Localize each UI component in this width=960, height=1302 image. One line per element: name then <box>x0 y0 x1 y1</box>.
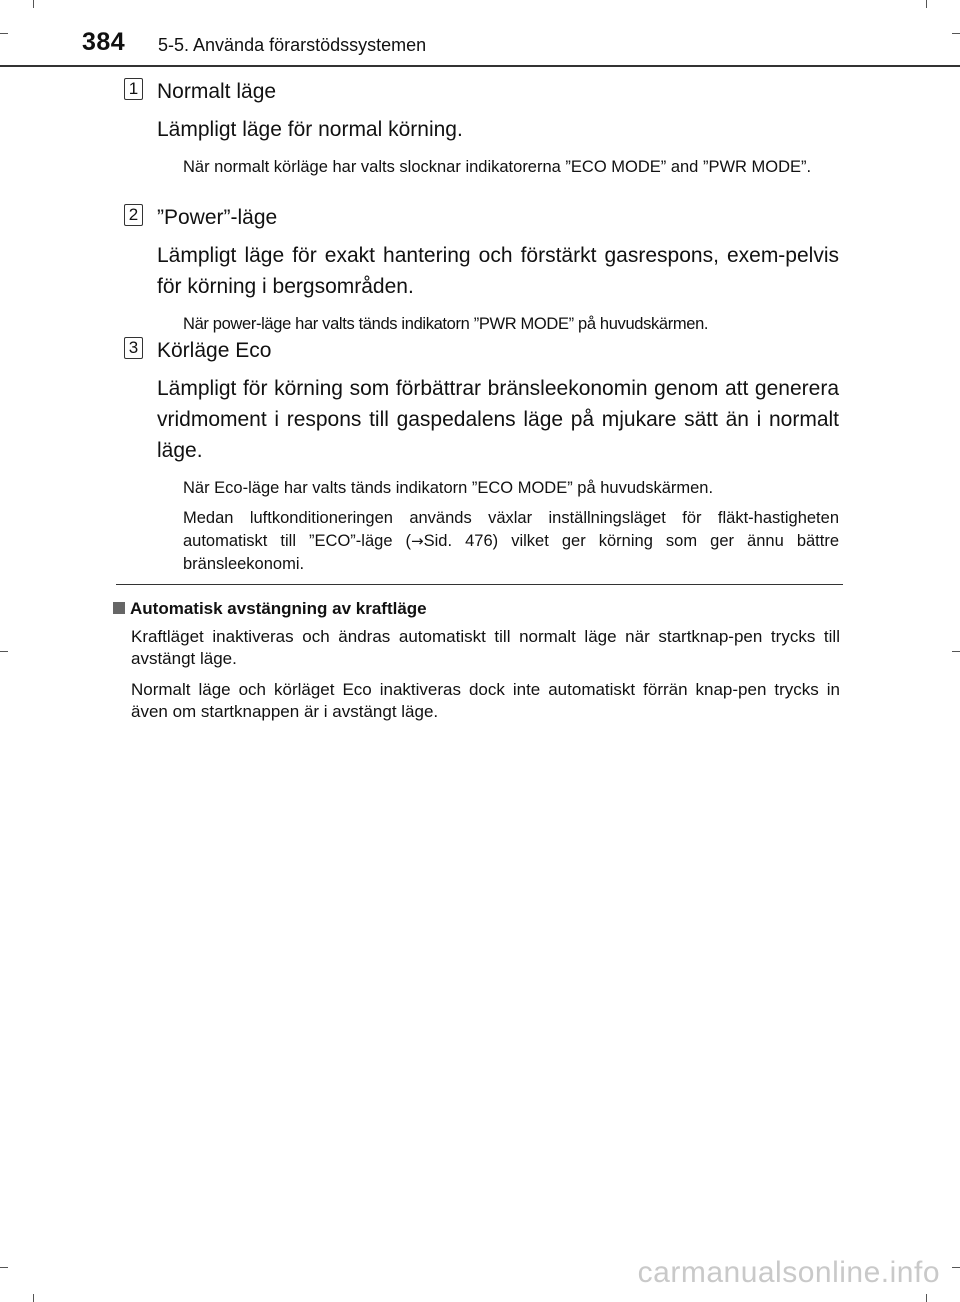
item-title: Normalt läge <box>157 80 277 103</box>
item-note: När normalt körläge har valts slocknar indikatorerna ”ECO MODE” and ”PWR MODE”. <box>183 158 812 176</box>
crop-mark <box>33 0 34 8</box>
item-number-badge: 2 <box>124 204 143 226</box>
item-title: Körläge Eco <box>157 339 272 362</box>
watermark: carmanualsonline.info <box>637 1256 940 1289</box>
section-paragraph: Kraftläget inaktiveras och ändras automatiskt till normalt läge när startknap-pen trycks till avstängt läge. <box>131 627 840 668</box>
section-title: 5-5. Använda förarstödssystemen <box>158 35 427 55</box>
page-reference-link[interactable]: Sid. 476 <box>423 532 493 550</box>
item-number-badge: 3 <box>124 337 143 359</box>
mode-item-power <box>128 203 839 336</box>
note-text: Medan luftkonditioneringen används växlar inställningsläget för fläkt-hastigheten automatiskt till ”ECO”-läge ( <box>183 509 839 550</box>
crop-mark <box>952 1267 960 1268</box>
header-divider <box>0 65 960 67</box>
section-divider <box>116 584 843 585</box>
crop-mark <box>0 33 8 34</box>
item-title: ”Power”-läge <box>157 206 278 229</box>
crop-mark <box>0 651 8 652</box>
note-text: ) vilket ger körning som ger ännu bättre bränsleekonomi. <box>183 532 840 573</box>
info-section <box>113 598 840 723</box>
arrow-right-icon: → <box>411 532 424 550</box>
crop-mark <box>926 0 927 8</box>
mode-item-normal <box>128 77 839 179</box>
mode-item-eco <box>128 336 840 576</box>
item-note-with-reference <box>183 507 839 576</box>
section-heading-text: Automatisk avstängning av kraftläge <box>130 599 427 618</box>
page-number: 384 <box>82 28 126 56</box>
crop-mark <box>952 651 960 652</box>
item-note: När power-läge har valts tänds indikatorn ”PWR MODE” på huvudskärmen. <box>183 315 709 333</box>
section-heading <box>113 598 840 620</box>
section-paragraph: Normalt läge och körläget Eco inaktiveras dock inte automatiskt förrän knap-pen trycks in även om startknappen är i avstängt läge. <box>131 680 840 721</box>
crop-mark <box>0 1267 8 1268</box>
item-note: När Eco-läge har valts tänds indikatorn ”ECO MODE” på huvudskärmen. <box>183 479 714 497</box>
square-bullet-icon <box>113 602 125 614</box>
crop-mark <box>952 33 960 34</box>
item-description: Lämpligt läge för exakt hantering och förstärkt gasrespons, exem-pelvis för körning i bergsområden. <box>157 244 839 298</box>
item-number-badge: 1 <box>124 78 143 100</box>
item-description: Lämpligt för körning som förbättrar bränsleekonomin genom att generera vridmoment i respons till gaspedalens läge på mjukare sätt än i normalt läge. <box>157 377 839 462</box>
crop-mark <box>33 1294 34 1302</box>
crop-mark <box>926 1294 927 1302</box>
item-description: Lämpligt läge för normal körning. <box>157 118 463 141</box>
